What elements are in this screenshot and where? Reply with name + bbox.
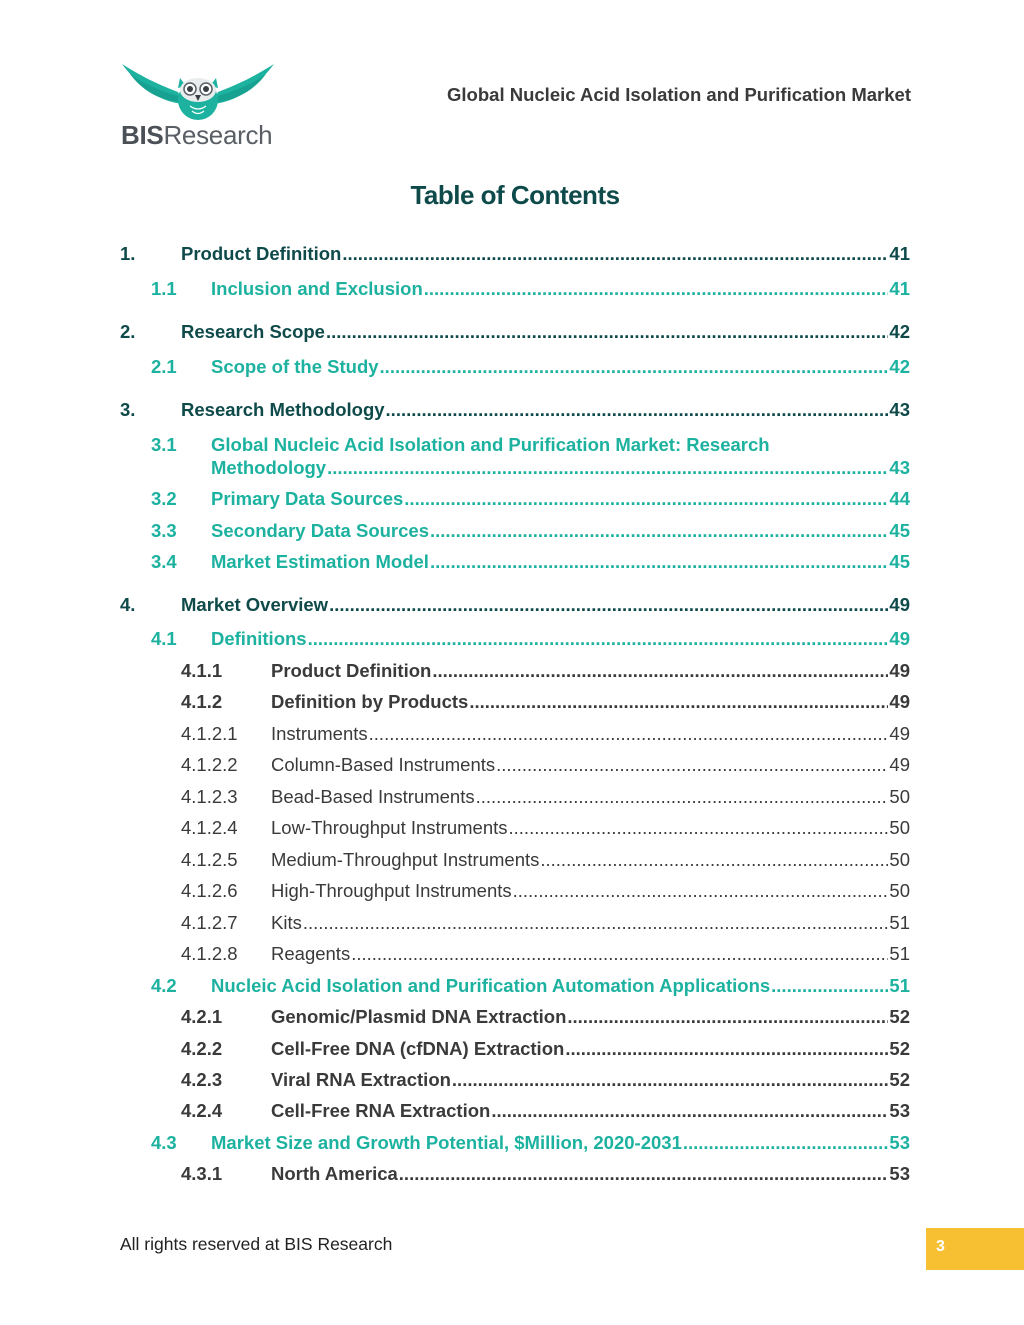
toc-entry-number: 4.1.2.5 xyxy=(181,849,238,870)
toc-entry-number: 2.1 xyxy=(151,356,177,377)
toc-entry-title: Inclusion and Exclusion xyxy=(211,278,423,299)
toc-entry[interactable] xyxy=(120,594,910,616)
toc-entry-number: 3. xyxy=(120,399,136,420)
toc-entry-title: Cell-Free RNA Extraction xyxy=(271,1100,491,1121)
toc-entry-number: 4.2 xyxy=(151,975,177,996)
toc-entry-title: Secondary Data Sources xyxy=(211,520,429,541)
toc-entry-page: 45 xyxy=(889,520,910,541)
toc-entry-page: 50 xyxy=(889,786,910,807)
toc-entry-page: 43 xyxy=(889,457,910,478)
toc-entry-title: Instruments xyxy=(271,723,368,744)
toc-entry-title: Product Definition xyxy=(181,243,342,264)
toc-entry[interactable] xyxy=(120,786,910,808)
toc-leader-dots xyxy=(771,975,888,997)
toc-entry-title: Bead-Based Instruments xyxy=(271,786,475,807)
toc-entry-number: 2. xyxy=(120,321,136,342)
toc-entry-page: 45 xyxy=(889,551,910,572)
toc-entry[interactable] xyxy=(120,912,910,934)
toc-entry[interactable] xyxy=(120,278,910,300)
toc-leader-dots xyxy=(491,1100,888,1122)
toc-entry-page: 53 xyxy=(889,1100,910,1121)
toc-leader-dots xyxy=(303,912,889,934)
toc-entry-title: Market Estimation Model xyxy=(211,551,429,572)
toc-entry[interactable] xyxy=(120,880,910,902)
toc-entry-number: 4. xyxy=(120,594,136,615)
toc-entry-title: Medium-Throughput Instruments xyxy=(271,849,540,870)
toc-entry[interactable] xyxy=(120,628,910,650)
toc-entry-title: Viral RNA Extraction xyxy=(271,1069,451,1090)
toc-entry-number: 4.1.1 xyxy=(181,660,223,681)
footer-copyright: All rights reserved at BIS Research xyxy=(120,1234,393,1254)
toc-entry-page: 53 xyxy=(889,1163,910,1184)
toc-entry[interactable] xyxy=(120,551,910,573)
toc-entry[interactable] xyxy=(120,943,910,965)
toc-entry-number: 4.1.2.1 xyxy=(181,723,238,744)
bis-research-logo xyxy=(120,62,276,152)
toc-entry-page: 53 xyxy=(889,1132,910,1153)
toc-entry[interactable] xyxy=(120,243,910,265)
toc-entry[interactable] xyxy=(120,1038,910,1060)
toc-entry-title: North America xyxy=(271,1163,398,1184)
toc-entry-number: 4.2.4 xyxy=(181,1100,223,1121)
toc-entry-page: 49 xyxy=(889,691,910,712)
toc-heading: Table of Contents xyxy=(410,180,620,210)
toc-entry-number: 1. xyxy=(120,243,136,264)
toc-entry-number: 4.3.1 xyxy=(181,1163,223,1184)
toc-leader-dots xyxy=(565,1038,888,1060)
toc-entry[interactable] xyxy=(120,975,910,997)
toc-leader-dots xyxy=(424,278,889,300)
toc-entry-number: 4.2.2 xyxy=(181,1038,223,1059)
toc-leader-dots xyxy=(430,551,888,573)
toc-entry-title: Cell-Free DNA (cfDNA) Extraction xyxy=(271,1038,565,1059)
toc-leader-dots xyxy=(380,356,889,378)
report-title: Global Nucleic Acid Isolation and Purification Market xyxy=(447,84,911,105)
toc-entry-title: Definitions xyxy=(211,628,307,649)
toc-entry[interactable] xyxy=(120,1100,910,1122)
toc-entry-title: Research Methodology xyxy=(181,399,385,420)
toc-leader-dots xyxy=(430,520,888,542)
toc-entry-page: 43 xyxy=(889,399,910,420)
toc-entry[interactable] xyxy=(120,660,910,682)
toc-leader-dots xyxy=(329,594,888,616)
toc-entry[interactable] xyxy=(120,754,910,776)
toc-entry-number: 4.1.2.7 xyxy=(181,912,238,933)
page-number: 3 xyxy=(936,1238,945,1255)
toc-leader-dots xyxy=(351,943,888,965)
toc-entry[interactable] xyxy=(120,1163,910,1185)
toc-leader-dots xyxy=(404,488,888,510)
toc-leader-dots xyxy=(476,786,889,808)
toc-entry[interactable] xyxy=(120,356,910,378)
toc-entry-number: 4.2.3 xyxy=(181,1069,223,1090)
toc-entry-number: 4.1 xyxy=(151,628,177,649)
toc-entry-page: 49 xyxy=(889,628,910,649)
toc-entry-number: 4.1.2.8 xyxy=(181,943,238,964)
toc-entry-title: Global Nucleic Acid Isolation and Purification Market: Research xyxy=(211,434,770,455)
toc-entry-title: Genomic/Plasmid DNA Extraction xyxy=(271,1006,567,1027)
toc-entry-page: 52 xyxy=(889,1069,910,1090)
toc-entry[interactable] xyxy=(120,691,910,713)
toc-entry-title: Nucleic Acid Isolation and Purification Automation Applications xyxy=(211,975,771,996)
toc-entry-number: 4.1.2.2 xyxy=(181,754,238,775)
toc-entry-page: 51 xyxy=(889,943,910,964)
toc-entry-number: 4.2.1 xyxy=(181,1006,223,1027)
toc-entry-number: 4.1.2 xyxy=(181,691,223,712)
toc-entry-title: High-Throughput Instruments xyxy=(271,880,512,901)
toc-leader-dots xyxy=(342,243,888,265)
toc-entry[interactable] xyxy=(120,488,910,510)
toc-leader-dots xyxy=(567,1006,888,1028)
toc-entry-page: 50 xyxy=(889,880,910,901)
toc-entry[interactable] xyxy=(120,817,910,839)
toc-entry-title: Market Overview xyxy=(181,594,329,615)
toc-entry[interactable] xyxy=(120,399,910,421)
toc-leader-dots xyxy=(540,849,888,871)
toc-entry[interactable] xyxy=(120,321,910,343)
toc-entry-number: 3.3 xyxy=(151,520,177,541)
toc-entry-page: 41 xyxy=(889,243,910,264)
toc-entry[interactable] xyxy=(120,1069,910,1091)
toc-entry-page: 52 xyxy=(889,1006,910,1027)
toc-entry[interactable] xyxy=(120,849,910,871)
toc-leader-dots xyxy=(469,691,888,713)
toc-entry-number: 3.2 xyxy=(151,488,177,509)
toc-leader-dots xyxy=(496,754,888,776)
toc-entry[interactable] xyxy=(120,723,910,745)
toc-entry-number: 4.3 xyxy=(151,1132,177,1153)
toc-entry-title: Kits xyxy=(271,912,302,933)
toc-entry-page: 49 xyxy=(889,660,910,681)
toc-entry-number: 4.1.2.3 xyxy=(181,786,238,807)
toc-entry-title: Primary Data Sources xyxy=(211,488,404,509)
toc-entry-page: 42 xyxy=(889,321,910,342)
toc-entry-page: 50 xyxy=(889,817,910,838)
toc-entry-number: 1.1 xyxy=(151,278,177,299)
logo-wordmark: BISResearch xyxy=(121,120,273,150)
toc-entry-number: 3.4 xyxy=(151,551,177,572)
toc-entry-page: 51 xyxy=(889,912,910,933)
toc-leader-dots xyxy=(308,628,889,650)
toc-leader-dots xyxy=(432,660,888,682)
toc-leader-dots xyxy=(326,321,888,343)
toc-entry-title: Column-Based Instruments xyxy=(271,754,496,775)
toc-entry-number: 4.1.2.4 xyxy=(181,817,238,838)
toc-leader-dots xyxy=(327,456,888,479)
owl-icon xyxy=(120,62,276,122)
toc-leader-dots xyxy=(386,399,889,421)
toc-entry[interactable] xyxy=(120,520,910,542)
toc-leader-dots xyxy=(452,1069,889,1091)
toc-entry-page: 49 xyxy=(889,594,910,615)
toc-entry-page: 42 xyxy=(889,356,910,377)
toc-leader-dots xyxy=(509,817,889,839)
toc-entry-number: 3.1 xyxy=(151,434,177,455)
toc-leader-dots xyxy=(399,1163,889,1185)
toc-entry-title-continued: Methodology xyxy=(211,457,327,478)
toc-entry-title: Low-Throughput Instruments xyxy=(271,817,508,838)
toc-leader-dots xyxy=(513,880,889,902)
toc-entry-title: Definition by Products xyxy=(271,691,469,712)
toc-entry-title: Product Definition xyxy=(271,660,432,681)
toc-entry-page: 51 xyxy=(889,975,910,996)
toc-entry-page: 50 xyxy=(889,849,910,870)
toc-leader-dots xyxy=(683,1132,889,1154)
toc-entry-title: Market Size and Growth Potential, $Million, 2020-2031 xyxy=(211,1132,682,1153)
toc-entry[interactable] xyxy=(120,1006,910,1028)
toc-entry-title: Research Scope xyxy=(181,321,325,342)
toc-entry-page: 49 xyxy=(889,754,910,775)
toc-entry-page: 44 xyxy=(889,488,910,509)
toc-entry-title: Scope of the Study xyxy=(211,356,379,377)
toc-entry-page: 52 xyxy=(889,1038,910,1059)
page-number-badge xyxy=(926,1228,1024,1270)
toc-entry-page: 41 xyxy=(889,278,910,299)
toc-entry-number: 4.1.2.6 xyxy=(181,880,238,901)
toc-leader-dots xyxy=(369,723,889,745)
toc-entry-page: 49 xyxy=(889,723,910,744)
toc-entry[interactable] xyxy=(120,1132,910,1154)
toc-entry-title: Reagents xyxy=(271,943,351,964)
